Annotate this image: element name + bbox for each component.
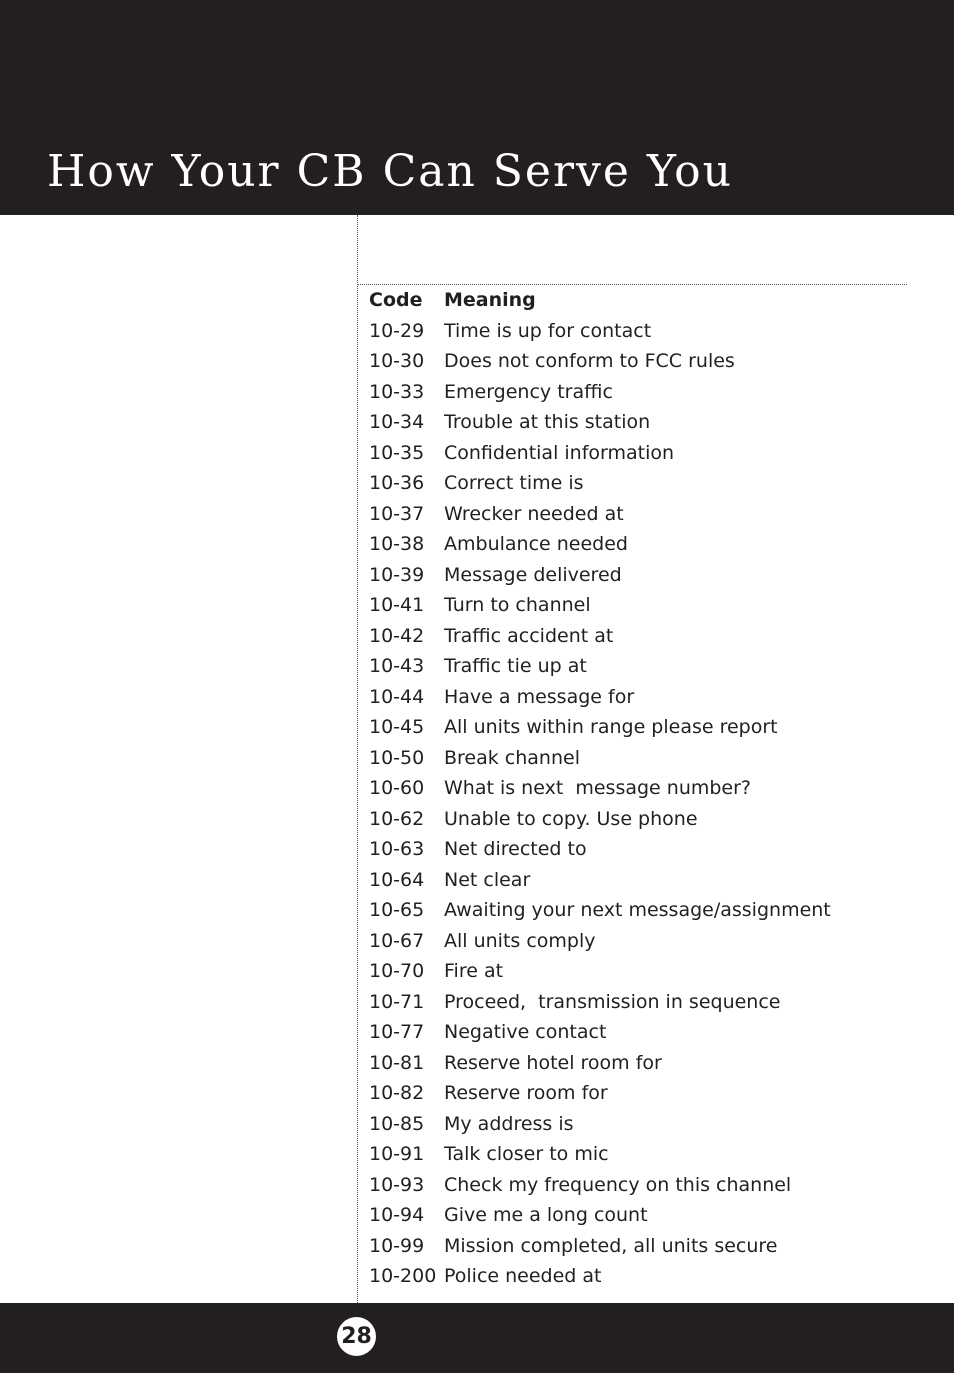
table-row — [369, 651, 909, 682]
ten-code-table — [369, 285, 909, 1292]
footer-band — [0, 1303, 954, 1373]
table-row — [369, 560, 909, 591]
meaning-cell: Emergency traffic — [444, 380, 613, 403]
table-row — [369, 377, 909, 408]
code-cell: 10-85 — [369, 1112, 425, 1135]
code-cell: 10-42 — [369, 624, 425, 647]
table-row — [369, 1231, 909, 1262]
code-cell: 10-99 — [369, 1234, 425, 1257]
meaning-cell: Reserve room for — [444, 1082, 608, 1104]
code-cell: 10-29 — [369, 319, 425, 342]
table-row — [369, 926, 909, 957]
table-row — [369, 1139, 909, 1170]
table-row — [369, 407, 909, 438]
meaning-cell: Traffic tie up at — [444, 655, 587, 677]
meaning-cell: Turn to channel — [444, 594, 591, 616]
meaning-cell: All units comply — [444, 929, 596, 952]
code-cell: 10-60 — [369, 777, 425, 799]
table-row — [369, 895, 909, 926]
code-cell: 10-38 — [369, 533, 425, 555]
meaning-cell: All units within range please report — [444, 716, 778, 738]
table-row — [369, 804, 909, 835]
meaning-cell: Police needed at — [444, 1265, 602, 1287]
code-cell: 10-93 — [369, 1173, 425, 1196]
meaning-cell: Mission completed, all units secure — [444, 1234, 778, 1257]
meaning-cell: What is next message number? — [444, 777, 752, 799]
table-row — [369, 1200, 909, 1231]
code-cell: 10-45 — [369, 716, 425, 738]
table-row — [369, 1170, 909, 1201]
meaning-cell: Message delivered — [444, 563, 622, 586]
table-row — [369, 529, 909, 560]
vertical-dotted-rule — [357, 215, 358, 1303]
table-row — [369, 712, 909, 743]
code-cell: 10-37 — [369, 502, 425, 525]
table-row — [369, 956, 909, 987]
meaning-cell: Unable to copy. Use phone — [444, 807, 698, 830]
meaning-cell: Awaiting your next message/assignment — [444, 899, 831, 921]
meaning-cell: Correct time is — [444, 472, 584, 494]
table-header-row — [369, 285, 909, 316]
table-row — [369, 499, 909, 530]
table-row — [369, 590, 909, 621]
page-number-badge: 28 — [337, 1317, 376, 1356]
table-row — [369, 1078, 909, 1109]
meaning-cell: Net clear — [444, 868, 531, 891]
code-cell: 10-64 — [369, 868, 425, 891]
table-row — [369, 834, 909, 865]
code-cell: 10-91 — [369, 1143, 425, 1165]
table-row — [369, 1261, 909, 1292]
meaning-cell: Negative contact — [444, 1021, 607, 1043]
code-cell: 10-71 — [369, 990, 425, 1013]
meaning-cell: Talk closer to mic — [444, 1143, 609, 1165]
header-band — [0, 0, 954, 215]
table-row — [369, 621, 909, 652]
table-body — [369, 316, 909, 1292]
table-row — [369, 682, 909, 713]
code-cell: 10-67 — [369, 929, 425, 952]
meaning-cell: Fire at — [444, 960, 504, 982]
code-cell: 10-77 — [369, 1021, 425, 1043]
code-cell: 10-43 — [369, 655, 425, 677]
table-row — [369, 773, 909, 804]
code-column-header: Code — [369, 289, 423, 311]
table-row — [369, 1017, 909, 1048]
table-row — [369, 438, 909, 469]
code-cell: 10-33 — [369, 380, 425, 403]
table-row — [369, 865, 909, 896]
table-row — [369, 1048, 909, 1079]
code-cell: 10-63 — [369, 838, 425, 860]
code-cell: 10-36 — [369, 472, 425, 494]
code-cell: 10-94 — [369, 1204, 425, 1226]
meaning-cell: My address is — [444, 1112, 574, 1135]
page-title: How Your CB Can Serve You — [47, 146, 733, 197]
code-cell: 10-81 — [369, 1051, 425, 1074]
table-row — [369, 316, 909, 347]
code-cell: 10-62 — [369, 807, 425, 830]
code-cell: 10-82 — [369, 1082, 425, 1104]
table-row — [369, 987, 909, 1018]
code-cell: 10-50 — [369, 746, 425, 769]
meaning-cell: Time is up for contact — [444, 319, 652, 342]
code-cell: 10-200 — [369, 1265, 437, 1287]
meaning-cell: Confidential information — [444, 441, 675, 464]
meaning-column-header: Meaning — [444, 289, 536, 311]
code-cell: 10-44 — [369, 685, 425, 708]
code-cell: 10-41 — [369, 594, 425, 616]
meaning-cell: Have a message for — [444, 685, 635, 708]
table-row — [369, 743, 909, 774]
table-row — [369, 1109, 909, 1140]
meaning-cell: Does not conform to FCC rules — [444, 350, 735, 372]
meaning-cell: Trouble at this station — [444, 411, 651, 433]
meaning-cell: Give me a long count — [444, 1204, 648, 1226]
meaning-cell: Proceed, transmission in sequence — [444, 990, 781, 1013]
code-cell: 10-70 — [369, 960, 425, 982]
meaning-cell: Ambulance needed — [444, 533, 628, 555]
meaning-cell: Break channel — [444, 746, 580, 769]
table-row — [369, 346, 909, 377]
code-cell: 10-65 — [369, 899, 425, 921]
meaning-cell: Wrecker needed at — [444, 502, 624, 525]
meaning-cell: Reserve hotel room for — [444, 1051, 662, 1074]
code-cell: 10-30 — [369, 350, 425, 372]
meaning-cell: Check my frequency on this channel — [444, 1173, 792, 1196]
meaning-cell: Net directed to — [444, 838, 587, 860]
code-cell: 10-34 — [369, 411, 425, 433]
code-cell: 10-35 — [369, 441, 425, 464]
meaning-cell: Traffic accident at — [444, 624, 614, 647]
table-row — [369, 468, 909, 499]
code-cell: 10-39 — [369, 563, 425, 586]
